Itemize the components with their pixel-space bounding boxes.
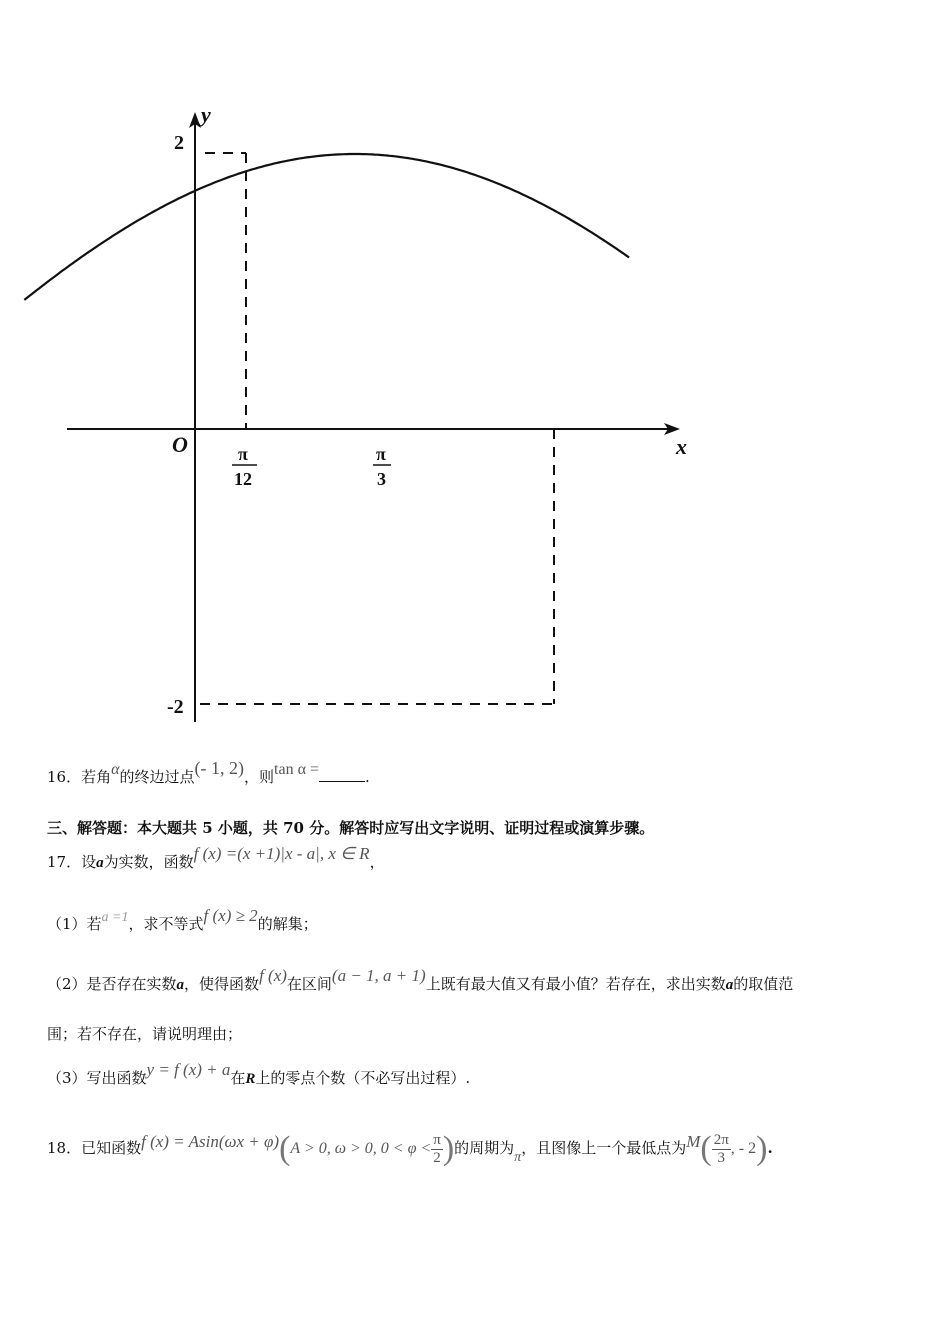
q17-p3-text-a: 在 [230,1069,246,1087]
q17-p1-text: ，求不等式 [128,915,204,933]
q18-number: 18． [47,1139,82,1157]
q18-cond-den: 2 [433,1149,441,1166]
q17-text-b: 为实数，函数 [103,853,194,871]
q18-point-fraction [712,1132,731,1167]
q17-p2-interval: (a − 1, a + 1) [331,966,426,985]
q17-p2-line2: 围；若不存在，请说明理由； [47,1025,243,1043]
q17-end: ， [369,853,385,871]
question-16 [47,758,370,788]
q17-function: f (x) =(x +1)|x - a|, x ∈ R [193,844,370,863]
section-3-heading-text: 三、解答题：本大题共 5 小题，共 70 分。解答时应写出文字说明、证明过程或演算步骤。 [47,819,655,837]
q17-p2-label: （2）是否存在实数 [47,975,177,993]
x-tick1-denominator: 12 [234,469,252,489]
q17-p2-text-a: ，使得函数 [184,975,260,993]
origin-label: O [172,432,188,457]
q18-text-b: 的周期为 [454,1139,515,1157]
q16-answer-blank[interactable] [319,767,365,782]
q18-point-y: , - 2 [730,1140,757,1157]
x-tick2-denominator: 3 [377,469,386,489]
q17-p2-var-a: a [176,977,185,993]
q18-period: π [514,1150,522,1165]
q18-point-close-paren: ) [756,1130,768,1167]
q17-p3-text-b: 上的零点个数（不必写出过程）. [255,1069,471,1087]
q16-alpha: α [111,761,120,778]
q18-condition: A > 0, ω > 0, 0 < φ < [290,1140,432,1157]
q16-text-c: ，则 [244,768,275,786]
q18-cond-num: π [433,1131,441,1148]
question-17-part-1 [47,906,318,936]
q17-number: 17． [47,853,82,871]
q17-p3-R: R [245,1071,256,1087]
q17-p3-label: （3）写出函数 [47,1069,147,1087]
sine-curve [24,154,629,300]
question-17-part-2 [47,966,794,995]
y-axis-label: y [201,102,211,127]
q17-p1-end: 的解集； [257,915,318,933]
q17-p3-function: y = f (x) + a [146,1060,231,1079]
q18-function: f (x) = Asin(ωx + φ) [141,1132,280,1151]
q17-p2-function: f (x) [259,966,287,985]
q18-point-num: 2π [713,1131,729,1148]
q16-point: (- 1, 2) [194,758,245,778]
q17-p2-text-d: 的取值范 [733,975,794,993]
q18-point-open-paren: ( [700,1130,712,1167]
q17-p2-text-c: 上既有最大值又有最小值？若存在，求出实数 [425,975,726,993]
q16-text-b: 的终边过点 [119,768,195,786]
question-17-part-3 [47,1060,471,1089]
q17-p1-condition: a =1 [101,910,129,925]
q18-cond-open-paren: ( [279,1130,291,1167]
q18-text-c: ，且图像上一个最低点为 [521,1139,687,1157]
q17-var-a: a [96,855,104,871]
question-18 [47,1120,773,1180]
q16-expr: tan α = [274,761,319,778]
q16-end: . [364,768,370,786]
x-tick2-numerator: π [376,444,386,464]
x-axis-label: x [676,434,687,459]
q18-text-a: 已知函数 [81,1139,142,1157]
q16-text-a: 若角 [81,768,112,786]
question-17-part-2-line-2 [47,1024,242,1044]
section-3-heading [47,818,654,838]
y-max-label: 2 [174,132,184,154]
q18-point-label: M [686,1132,701,1151]
q17-text-a: 设 [81,853,97,871]
x-tick1-numerator: π [238,444,248,464]
q18-cond-close-paren: ) [442,1130,455,1167]
q18-point-den: 3 [717,1149,725,1166]
question-17 [47,844,385,873]
q17-p1-label: （1）若 [47,915,102,933]
q17-p2-var-a2: a [725,977,734,993]
q16-number: 16． [47,768,82,786]
q17-p2-text-b: 在区间 [286,975,332,993]
q18-cond-fraction [431,1132,443,1167]
y-min-label: -2 [167,696,184,718]
q17-p1-inequality: f (x) ≥ 2 [203,906,258,925]
q18-end: . [767,1139,773,1157]
